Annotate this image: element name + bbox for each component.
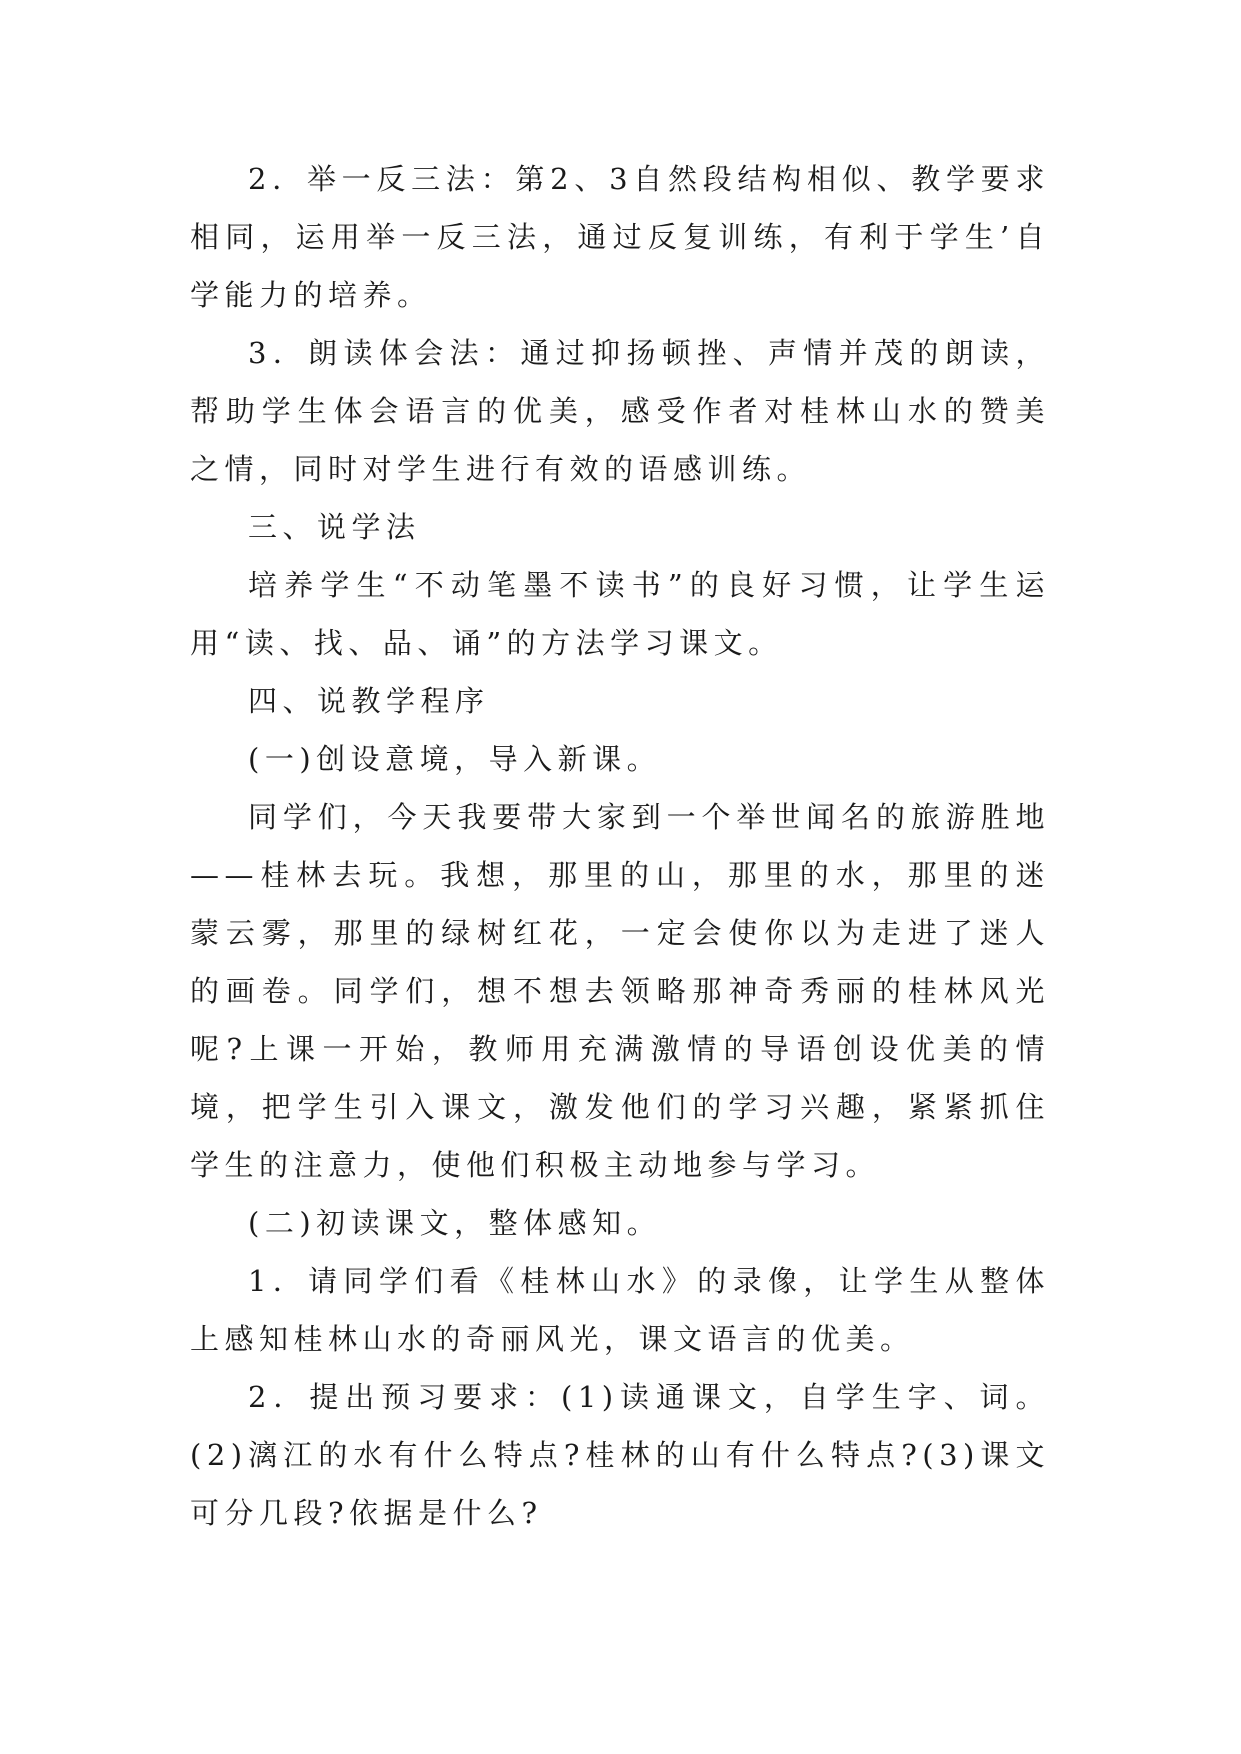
subheading-step-2: (二)初读课文，整体感知。 [248, 1206, 662, 1240]
paragraph-introduction: 同学们，今天我要带大家到一个举世闻名的旅游胜地——桂林去玩。我想，那里的山，那里的水，那里的迷蒙云雾，那里的绿树红花，一定会使你以为走进了迷人的画卷。同学们，想不想去领略那神奇秀丽的桂林风光呢?上课一开始，教师用充满激情的导语创设优美的情境，把学生引入课文，激发他们的学习兴趣，紧紧抓住学生的注意力，使他们积极主动地参与学习。 [190, 800, 1050, 1182]
paragraph-study-method: 培养学生“不动笔墨不读书”的良好习惯，让学生运用“读、找、品、诵”的方法学习课文。 [190, 568, 1050, 660]
paragraph-step-2-item-2: 2．提出预习要求：(1)读通课文，自学生字、词。(2)漓江的水有什么特点?桂林的山有什么特点?(3)课文可分几段?依据是什么? [190, 1380, 1050, 1530]
section-heading-teaching-procedure: 四、说教学程序 [248, 684, 490, 718]
paragraph-method-3: 3．朗读体会法：通过抑扬顿挫、声情并茂的朗读，帮助学生体会语言的优美，感受作者对桂林山水的赞美之情，同时对学生进行有效的语感训练。 [190, 336, 1050, 486]
subheading-step-1: (一)创设意境，导入新课。 [248, 742, 662, 776]
paragraph-step-2-item-1: 1．请同学们看《桂林山水》的录像，让学生从整体上感知桂林山水的奇丽风光，课文语言的优美。 [190, 1264, 1050, 1356]
document-page [190, 150, 1050, 1542]
section-heading-study-method: 三、说学法 [248, 510, 421, 544]
paragraph-method-2: 2．举一反三法：第2、3自然段结构相似、教学要求相同，运用举一反三法，通过反复训练，有利于学生’自学能力的培养。 [190, 162, 1050, 312]
